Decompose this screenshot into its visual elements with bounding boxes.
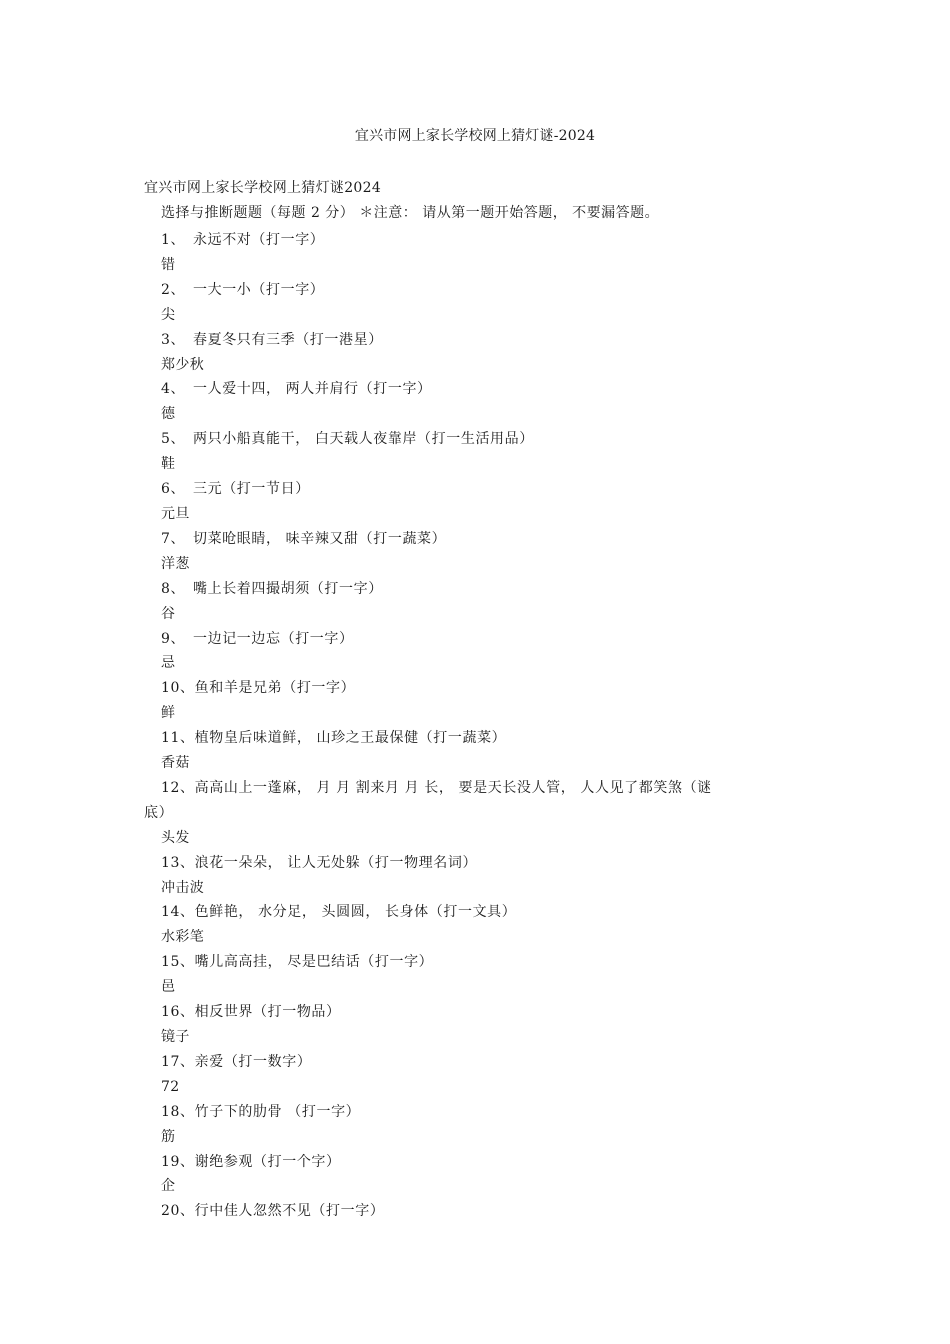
- riddle-answer: 72: [161, 1078, 180, 1095]
- riddle-number: 10、: [161, 680, 195, 697]
- riddle-number: 20、: [161, 1203, 195, 1220]
- riddle-answer: 冲击波: [161, 879, 205, 896]
- riddle-number: 19、: [161, 1153, 195, 1170]
- riddle-answer: 谷: [161, 605, 176, 622]
- riddle-answer: 企: [161, 1178, 176, 1195]
- riddle-number: 12、: [161, 779, 195, 796]
- riddle-question-text: 春夏冬只有三季（打一港星）: [193, 331, 383, 348]
- riddle-question: [161, 278, 801, 303]
- riddle-question-text: 鱼和羊是兄弟（打一字）: [194, 680, 356, 697]
- riddle-number: 17、: [161, 1053, 195, 1070]
- riddle-question: [161, 851, 801, 876]
- instructions-text: 选择与推断题题（每题 2 分） ＊注意： 请从第一题开始答题， 不要漏答题。: [161, 205, 660, 221]
- riddle-number: 8、: [161, 580, 186, 597]
- riddle-answer: 郑少秋: [161, 356, 205, 373]
- riddle-number: 16、: [161, 1004, 195, 1021]
- document-heading: 宜兴市网上家长学校网上猜灯谜2024: [144, 180, 382, 196]
- riddle-number: 7、: [161, 530, 186, 547]
- riddle-question: [144, 776, 801, 826]
- riddle-question-text: 一边记一边忘（打一字）: [193, 630, 354, 647]
- riddle-question: [161, 477, 801, 502]
- riddle-question: [161, 676, 801, 701]
- riddle-question-continuation: 底）: [144, 804, 174, 821]
- riddle-answer: 香菇: [161, 755, 190, 772]
- riddle-answer: 错: [161, 256, 176, 273]
- riddle-question: [161, 1199, 801, 1224]
- riddle-number: 5、: [161, 431, 186, 448]
- riddle-question: [161, 1100, 801, 1125]
- riddle-answer: 洋葱: [161, 555, 190, 572]
- riddle-question-text: 切菜呛眼睛， 味辛辣又甜（打一蔬菜）: [193, 530, 447, 547]
- riddle-list: [144, 228, 801, 1224]
- riddle-question-text: 亲爱（打一数字）: [194, 1053, 312, 1070]
- riddle-question-text: 嘴上长着四撮胡须（打一字）: [193, 580, 383, 597]
- riddle-question-text: 两只小船真能干， 白天载人夜靠岸（打一生活用品）: [193, 431, 534, 448]
- riddle-question: [161, 900, 801, 925]
- riddle-number: 18、: [161, 1103, 195, 1120]
- riddle-answer: 筋: [161, 1128, 176, 1145]
- riddle-question-text: 色鲜艳， 水分足， 头圆圆， 长身体（打一文具）: [194, 904, 517, 921]
- riddle-question-text: 嘴儿高高挂， 尽是巴结话（打一字）: [194, 954, 434, 971]
- riddle-number: 13、: [161, 854, 195, 871]
- riddle-answer: 元旦: [161, 505, 190, 522]
- riddle-question: [161, 627, 801, 652]
- riddle-question-text: 高高山上一蓬麻， 月 月 割来月 月 长， 要是天长没人管， 人人见了都笑煞（谜: [194, 779, 712, 796]
- riddle-number: 14、: [161, 904, 195, 921]
- riddle-question-text: 一大一小（打一字）: [193, 281, 325, 298]
- riddle-answer: 头发: [161, 829, 190, 846]
- riddle-number: 15、: [161, 954, 195, 971]
- riddle-number: 11、: [161, 730, 195, 747]
- riddle-question: [161, 527, 801, 552]
- riddle-answer: 德: [161, 406, 176, 423]
- riddle-answer: 水彩笔: [161, 929, 205, 946]
- riddle-question: [161, 328, 801, 353]
- riddle-number: 2、: [161, 281, 186, 298]
- riddle-question-text: 永远不对（打一字）: [193, 232, 325, 248]
- riddle-number: 1、: [161, 232, 186, 248]
- riddle-number: 6、: [161, 481, 186, 498]
- riddle-question-text: 竹子下的肋骨 （打一字）: [194, 1103, 361, 1120]
- riddle-question: [161, 377, 801, 402]
- riddle-question-text: 植物皇后味道鲜， 山珍之王最保健（打一蔬菜）: [194, 730, 507, 747]
- riddle-question-text: 浪花一朵朵， 让人无处躲（打一物理名词）: [194, 854, 478, 871]
- riddle-answer: 忌: [161, 655, 176, 672]
- riddle-question: [161, 1000, 801, 1025]
- riddle-answer: 尖: [161, 306, 176, 323]
- page-title: 宜兴市网上家长学校网上猜灯谜-2024: [354, 128, 596, 144]
- riddle-question: [161, 427, 801, 452]
- riddle-number: 9、: [161, 630, 186, 647]
- riddle-question: [161, 1150, 801, 1175]
- riddle-question-text: 相反世界（打一物品）: [194, 1004, 341, 1021]
- riddle-question-text: 行中佳人忽然不见（打一字）: [194, 1203, 385, 1220]
- riddle-question-text: 三元（打一节日）: [193, 481, 310, 498]
- riddle-number: 4、: [161, 381, 186, 398]
- riddle-question: [161, 950, 801, 975]
- riddle-question-text: 谢绝参观（打一个字）: [194, 1153, 341, 1170]
- riddle-answer: 鲜: [161, 705, 176, 722]
- riddle-number: 3、: [161, 331, 186, 348]
- riddle-answer: 镜子: [161, 1029, 190, 1045]
- riddle-answer: 邑: [161, 979, 176, 996]
- riddle-answer: 鞋: [161, 456, 176, 473]
- riddle-question: [161, 1050, 801, 1075]
- riddle-question-text: 一人爱十四， 两人并肩行（打一字）: [193, 381, 432, 398]
- riddle-question: [161, 577, 801, 602]
- riddle-question: [161, 726, 801, 751]
- riddle-question: [161, 228, 801, 253]
